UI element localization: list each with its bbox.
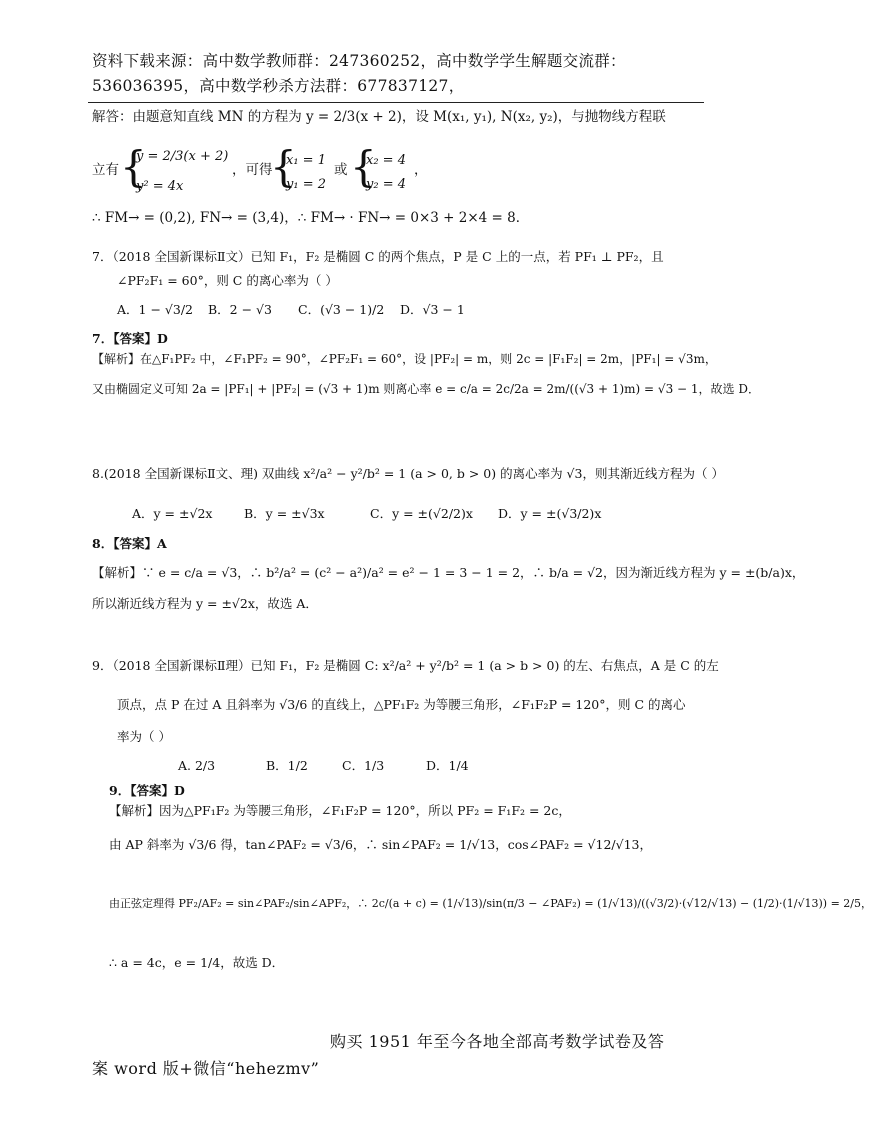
q6-system-label: 立有 — [92, 162, 119, 178]
q9-stem-line-1: 9．（2018 全国新课标Ⅱ理）已知 F₁，F₂ 是椭圆 C: x²/a² + y²/b² = 1 (a > b > 0) 的左、右焦点，A 是 C 的左 — [92, 658, 719, 673]
q6-system-eq1: y = 2/3(x + 2) — [136, 149, 229, 164]
q9-option-a: A. 2/3 — [178, 758, 216, 773]
q7-stem-line-2: ∠PF₂F₁ = 60°，则 C 的离心率为（ ） — [117, 273, 338, 288]
q9-option-d: D．1/4 — [426, 758, 469, 773]
q8-option-b: B．y = ±√3x — [244, 506, 325, 521]
q9-explanation-line-3: 由正弦定理得 PF₂/AF₂ = sin∠PAF₂/sin∠APF₂，∴ 2c/(a + c) = (1/√13)/sin(π/3 − ∠PAF₂) = (1/√13)/((√3/2)·(√12/√13) − (1/2)·(1/√13)) = 2/5， — [109, 897, 872, 910]
q6-brace-left: { — [120, 142, 147, 191]
q9-stem-line-2: 顶点，点 P 在过 A 且斜率为 √3/6 的直线上，△PF₁F₂ 为等腰三角形，∠F₁F₂P = 120°，则 C 的离心 — [117, 697, 686, 712]
q8-explanation-line-2: 所以渐近线方程为 y = ±√2x，故选 A． — [92, 596, 318, 611]
q6-solution-line-3: ∴ FM→ = (0,2), FN→ = (3,4)，∴ FM→ · FN→ = 0×3 + 2×4 = 8． — [92, 210, 530, 226]
q9-explanation-line-1: 【解析】因为△PF₁F₂ 为等腰三角形，∠F₁F₂P = 120°，所以 PF₂ = F₁F₂ = 2c， — [109, 803, 571, 818]
q7-option-d: D．√3 − 1 — [400, 302, 465, 317]
footer-line-1: 购买 1951 年至今各地全部高考数学试卷及答 — [330, 1032, 665, 1051]
q6-brace-sol2: { — [350, 142, 377, 191]
q7-answer: 7．【答案】D — [92, 331, 168, 346]
q6-system-eq2: y² = 4x — [136, 179, 184, 194]
q6-sol1-x: x₁ = 1 — [286, 153, 326, 168]
q6-system-mid: ，可得 — [232, 162, 273, 178]
header-rule — [88, 102, 704, 103]
q8-explanation-line-1: 【解析】∵ e = c/a = √3，∴ b²/a² = (c² − a²)/a² = e² − 1 = 3 − 1 = 2，∴ b/a = √2，因为渐近线方程为 y = ±(b/a)x， — [92, 565, 805, 580]
q8-option-c: C．y = ±(√2/2)x — [370, 506, 473, 521]
footer-line-2: 案 word 版+微信“hehezmv” — [92, 1059, 320, 1078]
q7-option-a: A．1 − √3/2 — [117, 302, 193, 317]
q6-solution-line-1: 解答：由题意知直线 MN 的方程为 y = 2/3(x + 2)，设 M(x₁, y₁), N(x₂, y₂)，与抛物线方程联 — [92, 109, 666, 125]
q8-answer: 8．【答案】A — [92, 536, 167, 551]
q8-stem: 8.(2018 全国新课标Ⅱ文、理) 双曲线 x²/a² − y²/b² = 1 (a > 0, b > 0) 的离心率为 √3，则其渐近线方程为（ ） — [92, 466, 724, 481]
header-line-2: 536036395，高中数学秒杀方法群：677837127， — [92, 77, 465, 95]
q6-sol2-x: x₂ = 4 — [366, 153, 406, 168]
q6-sol-end: ， — [414, 162, 428, 178]
header-line-1: 资料下载来源：高中数学教师群：247360252，高中数学学生解题交流群： — [92, 52, 626, 70]
q6-sol2-y: y₂ = 4 — [366, 177, 406, 192]
q7-stem-line-1: 7．（2018 全国新课标Ⅱ文）已知 F₁，F₂ 是椭圆 C 的两个焦点，P 是 C 上的一点，若 PF₁ ⊥ PF₂，且 — [92, 249, 664, 264]
q7-explanation-line-2: 又由椭圆定义可知 2a = |PF₁| + |PF₂| = (√3 + 1)m 则离心率 e = c/a = 2c/2a = 2m/((√3 + 1)m) = √3 − 1，故选 D． — [92, 382, 760, 396]
q7-explanation-line-1: 【解析】在△F₁PF₂ 中，∠F₁PF₂ = 90°，∠PF₂F₁ = 60°，设 |PF₂| = m，则 2c = |F₁F₂| = 2m，|PF₁| = √3m， — [92, 352, 717, 366]
q6-brace-sol1: { — [270, 142, 297, 191]
q9-option-c: C．1/3 — [342, 758, 385, 773]
q9-stem-line-3: 率为（ ） — [117, 729, 171, 744]
q6-or: 或 — [334, 162, 348, 178]
q6-sol1-y: y₁ = 2 — [286, 177, 326, 192]
q8-option-a: A．y = ±√2x — [132, 506, 213, 521]
q9-option-b: B．1/2 — [266, 758, 308, 773]
q6-system — [92, 140, 432, 200]
q9-answer: 9．【答案】D — [109, 783, 185, 798]
q7-option-c: C．(√3 − 1)/2 — [298, 302, 385, 317]
q9-explanation-line-4: ∴ a = 4c，e = 1/4，故选 D． — [109, 955, 285, 970]
q8-option-d: D．y = ±(√3/2)x — [498, 506, 602, 521]
q9-explanation-line-2: 由 AP 斜率为 √3/6 得，tan∠PAF₂ = √3/6，∴ sin∠PAF₂ = 1/√13，cos∠PAF₂ = √12/√13， — [109, 837, 652, 852]
q7-option-b: B．2 − √3 — [208, 302, 272, 317]
